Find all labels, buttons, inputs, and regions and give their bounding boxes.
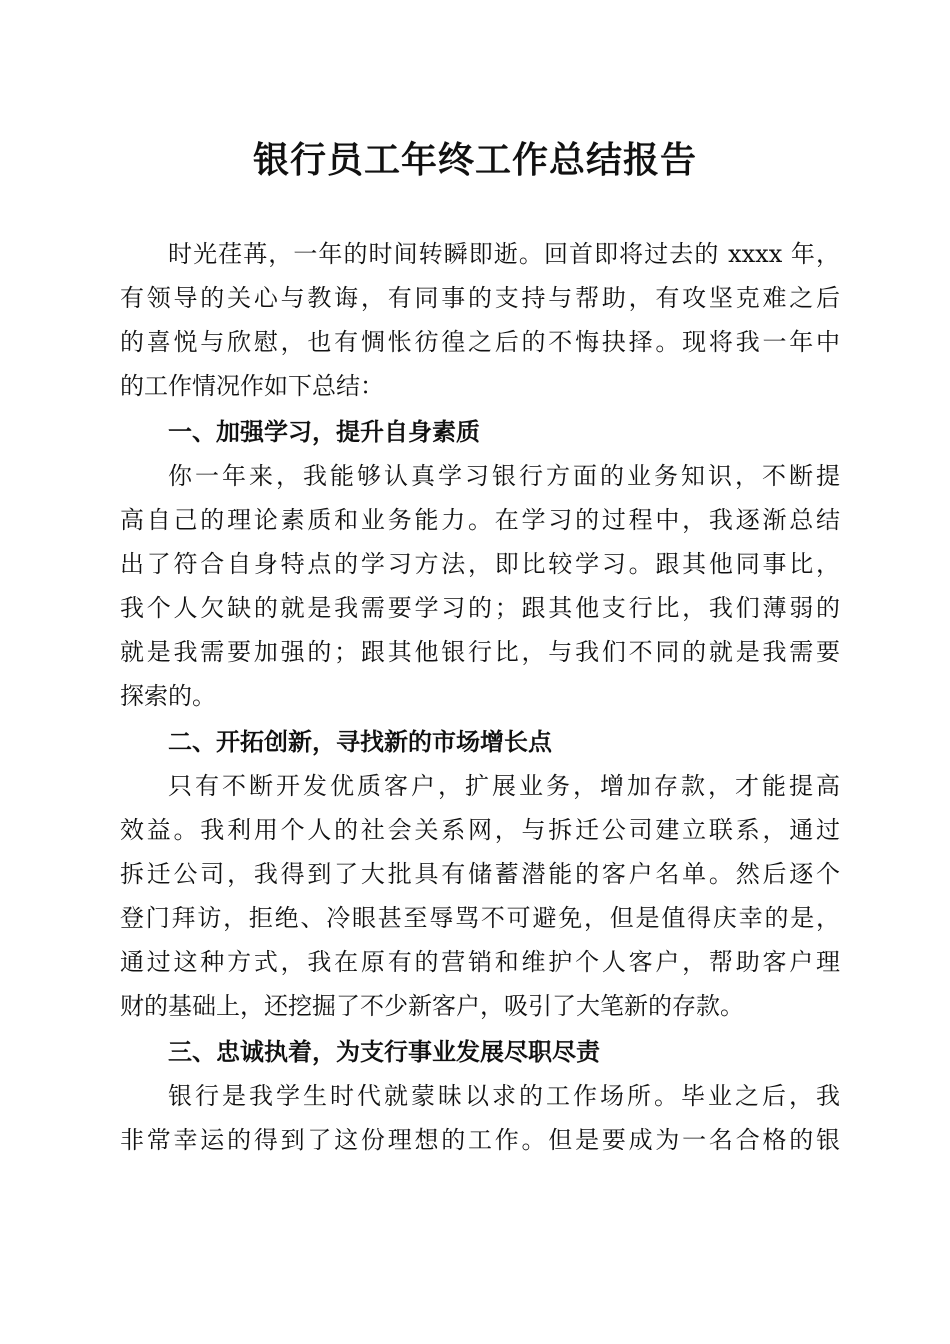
section-2-heading: 二、开拓创新，寻找新的市场增长点 <box>168 728 552 756</box>
section-2-line-5: 通过这种方式，我在原有的营销和维护个人客户，帮助客户理 <box>120 948 840 976</box>
section-1-line-2: 高自己的理论素质和业务能力。在学习的过程中，我逐渐总结 <box>120 506 840 534</box>
section-2-line-6: 财的基础上，还挖掘了不少新客户，吸引了大笔新的存款。 <box>120 992 744 1020</box>
section-3-heading: 三、忠诚执着，为支行事业发展尽职尽责 <box>168 1038 600 1066</box>
intro-line-1: 时光荏苒，一年的时间转瞬即逝。回首即将过去的 xxxx 年， <box>168 240 840 268</box>
section-2-line-3: 拆迁公司，我得到了大批具有储蓄潜能的客户名单。然后逐个 <box>120 860 840 888</box>
section-1-line-1: 你一年来，我能够认真学习银行方面的业务知识，不断提 <box>168 462 840 490</box>
section-1-line-6: 探索的。 <box>120 682 216 710</box>
section-1-line-3: 出了符合自身特点的学习方法，即比较学习。跟其他同事比， <box>120 550 840 578</box>
section-1-line-4: 我个人欠缺的就是我需要学习的；跟其他支行比，我们薄弱的 <box>120 594 840 622</box>
section-2-line-4: 登门拜访，拒绝、冷眼甚至辱骂不可避免，但是值得庆幸的是， <box>120 904 840 932</box>
document-title: 银行员工年终工作总结报告 <box>252 139 697 181</box>
section-3-line-2: 非常幸运的得到了这份理想的工作。但是要成为一名合格的银 <box>120 1126 840 1154</box>
intro-line-4: 的工作情况作如下总结： <box>120 372 384 400</box>
section-1-heading: 一、加强学习，提升自身素质 <box>168 418 480 446</box>
section-3-line-1: 银行是我学生时代就蒙昧以求的工作场所。毕业之后，我 <box>168 1082 840 1110</box>
section-1-line-5: 就是我需要加强的；跟其他银行比，与我们不同的就是我需要 <box>120 638 840 666</box>
section-2-line-2: 效益。我利用个人的社会关系网，与拆迁公司建立联系，通过 <box>120 816 840 844</box>
intro-line-3: 的喜悦与欣慰，也有惆怅彷徨之后的不悔抉择。现将我一年中 <box>120 328 840 356</box>
section-2-line-1: 只有不断开发优质客户，扩展业务，增加存款，才能提高 <box>168 772 840 800</box>
intro-line-2: 有领导的关心与教诲，有同事的支持与帮助，有攻坚克难之后 <box>120 284 840 312</box>
